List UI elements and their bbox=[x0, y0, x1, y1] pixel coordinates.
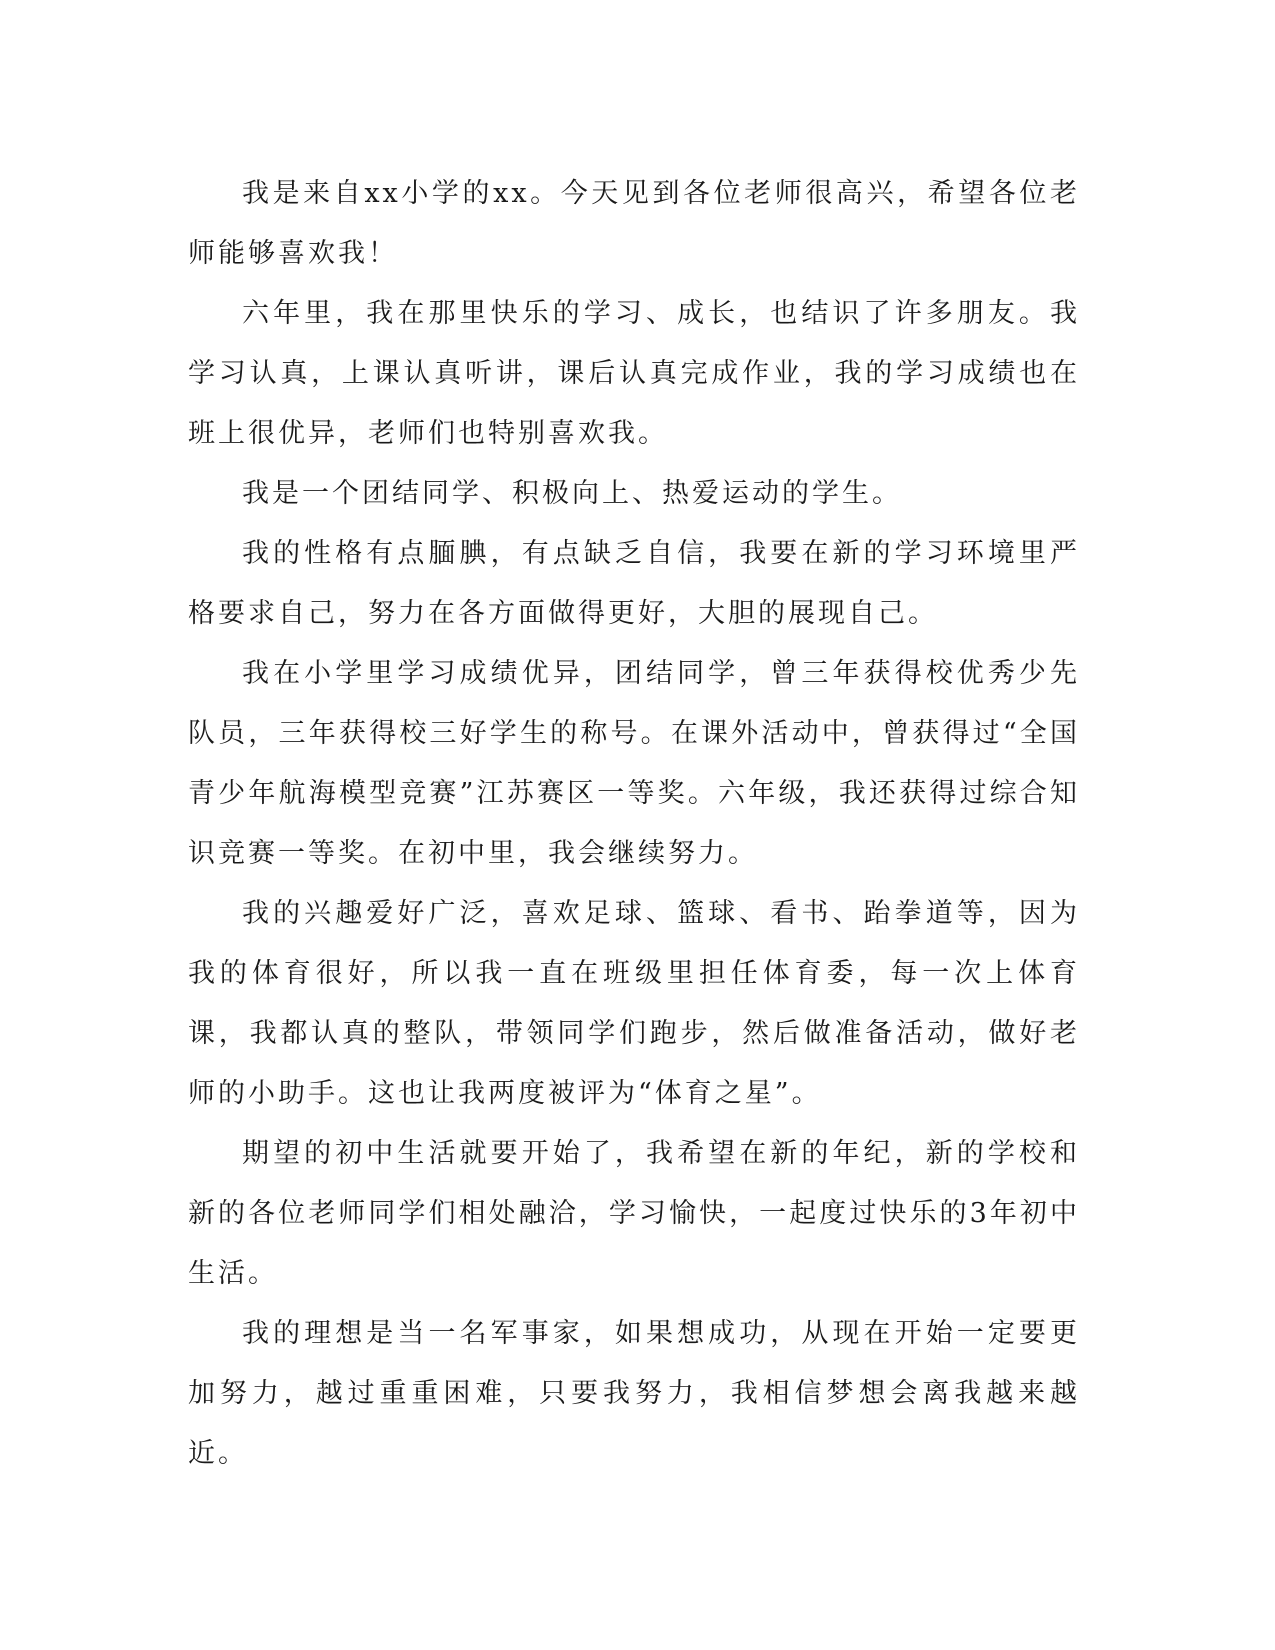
document-body bbox=[188, 164, 1080, 1484]
paragraph-six-years: 六年里，我在那里快乐的学习、成长，也结识了许多朋友。我学习认真，上课认真听讲，课后认真完成作业，我的学习成绩也在班上很优异，老师们也特别喜欢我。 bbox=[188, 298, 1080, 449]
paragraph-personality: 我的性格有点腼腆，有点缺乏自信，我要在新的学习环境里严格要求自己，努力在各方面做得更好，大胆的展现自己。 bbox=[188, 538, 1080, 629]
paragraph-introduction: 我是来自xx小学的xx。今天见到各位老师很高兴，希望各位老师能够喜欢我！ bbox=[188, 178, 1080, 269]
paragraph-achievements: 我在小学里学习成绩优异，团结同学，曾三年获得校优秀少先队员，三年获得校三好学生的称号。在课外活动中，曾获得过“全国青少年航海模型竞赛”江苏赛区一等奖。六年级，我还获得过综合知识竞赛一等奖。在初中里，我会继续努力。 bbox=[188, 658, 1080, 869]
paragraph-hobbies: 我的兴趣爱好广泛，喜欢足球、篮球、看书、跆拳道等，因为我的体育很好，所以我一直在班级里担任体育委，每一次上体育课，我都认真的整队，带领同学们跑步，然后做准备活动，做好老师的小助手。这也让我两度被评为“体育之星”。 bbox=[188, 898, 1080, 1109]
paragraph-expectations: 期望的初中生活就要开始了，我希望在新的年纪，新的学校和新的各位老师同学们相处融洽，学习愉快，一起度过快乐的3年初中生活。 bbox=[188, 1138, 1080, 1289]
paragraph-ideal: 我的理想是当一名军事家，如果想成功，从现在开始一定要更加努力，越过重重困难，只要我努力，我相信梦想会离我越来越近。 bbox=[188, 1318, 1080, 1469]
paragraph-character: 我是一个团结同学、积极向上、热爱运动的学生。 bbox=[242, 478, 902, 509]
